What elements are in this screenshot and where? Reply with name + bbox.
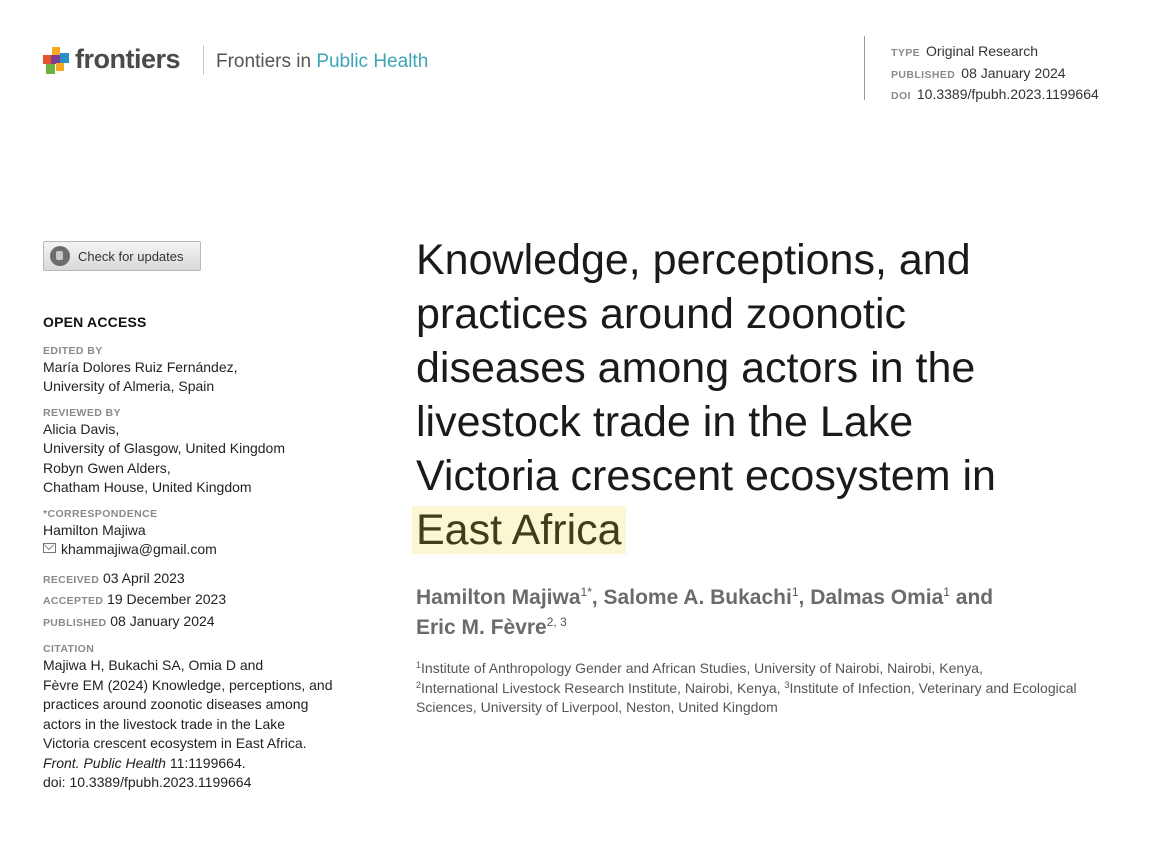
citation-volume: 11:1199664. xyxy=(165,754,246,771)
affiliations xyxy=(416,659,1136,718)
frontiers-logo[interactable] xyxy=(43,44,180,75)
author-separator: , xyxy=(798,586,811,609)
affiliation-text: Institute of Anthropology Gender and African Studies, University of Nairobi, Nairobi, Kenya, xyxy=(421,660,983,676)
author-affiliation-marker: 2, 3 xyxy=(546,615,567,629)
affiliation-number: 2 xyxy=(416,679,422,690)
title-line: diseases among actors in the xyxy=(416,344,976,392)
author-affiliation-marker: 1 xyxy=(943,585,950,599)
author-affiliation-marker: 1* xyxy=(580,585,592,599)
accepted-label: ACCEPTED xyxy=(43,595,104,607)
correspondence-name: Hamilton Majiwa xyxy=(43,521,146,538)
received-label: RECEIVED xyxy=(43,573,100,586)
author-separator: , xyxy=(591,586,604,609)
type-label: TYPE xyxy=(891,47,921,59)
sidebar xyxy=(43,313,373,802)
author-affiliation-marker: 1 xyxy=(791,585,799,599)
reviewed-by-section xyxy=(43,406,373,498)
journal-name[interactable] xyxy=(216,51,428,73)
author-name[interactable]: Hamilton Majiwa xyxy=(416,586,581,609)
edited-by-label: EDITED BY xyxy=(43,344,103,357)
title-line: practices around zoonotic xyxy=(416,290,907,338)
affiliation-number: 1 xyxy=(416,660,422,670)
meta-rule xyxy=(864,36,865,100)
affiliation-number: 3 xyxy=(784,679,790,690)
type-value: Original Research xyxy=(926,43,1039,59)
received-value: 03 April 2023 xyxy=(102,569,185,586)
check-updates-label: Check for updates xyxy=(78,248,184,264)
citation-line: practices around zoonotic diseases among xyxy=(43,696,309,712)
envelope-icon xyxy=(43,543,56,553)
editor-name: María Dolores Ruiz Fernández, xyxy=(43,358,238,375)
edited-by-section xyxy=(43,344,373,397)
author-separator: and xyxy=(949,586,994,609)
author-name[interactable]: Dalmas Omia xyxy=(810,586,944,609)
check-updates-icon xyxy=(50,246,70,266)
editor-affiliation: University of Almeria, Spain xyxy=(43,378,215,394)
citation-section xyxy=(43,642,373,793)
correspondence-section xyxy=(43,507,373,560)
journal-accent: Public Health xyxy=(316,51,429,72)
frontiers-logo-icon xyxy=(43,45,69,75)
title-line: livestock trade in the Lake xyxy=(416,398,914,446)
dates-section xyxy=(43,569,373,634)
author-name[interactable]: Eric M. Fèvre xyxy=(416,616,547,639)
citation-line: actors in the livestock trade in the Lake xyxy=(43,715,286,732)
check-for-updates-button[interactable] xyxy=(43,241,201,271)
citation-label: CITATION xyxy=(43,643,95,655)
title-line: Victoria crescent ecosystem in xyxy=(416,452,996,500)
published-label: PUBLISHED xyxy=(43,616,107,629)
citation-line: Fèvre EM (2024) Knowledge, perceptions, and xyxy=(43,676,333,693)
logo-wordmark: frontiers xyxy=(75,44,181,74)
reviewer-name: Robyn Gwen Alders, xyxy=(43,459,171,476)
correspondence-label: *CORRESPONDENCE xyxy=(43,507,158,520)
journal-prefix: Frontiers in xyxy=(216,51,317,72)
affiliation-text: International Livestock Research Institute, Nairobi, Kenya, xyxy=(421,679,785,696)
citation-line: Majiwa H, Bukachi SA, Omia D and xyxy=(43,657,264,673)
published-label: PUBLISHED xyxy=(891,68,956,81)
article-meta xyxy=(891,42,1099,107)
author-name[interactable]: Salome A. Bukachi xyxy=(603,586,792,609)
citation-journal: Front. Public Health xyxy=(43,754,166,771)
reviewer-affiliation: Chatham House, United Kingdom xyxy=(43,479,252,495)
doi-link[interactable]: 10.3389/fpubh.2023.1199664 xyxy=(916,86,1099,102)
accepted-value: 19 December 2023 xyxy=(107,591,227,607)
published-value: 08 January 2024 xyxy=(961,64,1066,81)
correspondence-email[interactable]: khammajiwa@gmail.com xyxy=(61,541,217,557)
affiliation-text: Institute of Infection, Veterinary and Ecological Sciences, University of Liverpool, Neston, United Kingdom xyxy=(416,679,1077,715)
title-highlight: East Africa xyxy=(412,506,626,554)
article-title xyxy=(416,233,1116,557)
header-divider xyxy=(203,45,204,75)
reviewer-name: Alicia Davis, xyxy=(43,420,120,437)
citation-line: Victoria crescent ecosystem in East Africa. xyxy=(43,735,307,751)
reviewer-affiliation: University of Glasgow, United Kingdom xyxy=(43,440,285,456)
author-list xyxy=(416,583,1136,643)
correspondence-email-row xyxy=(43,540,373,560)
title-line: Knowledge, perceptions, and xyxy=(416,236,971,284)
doi-label: DOI xyxy=(891,90,911,102)
reviewed-by-label: REVIEWED BY xyxy=(43,406,121,419)
citation-doi[interactable]: doi: 10.3389/fpubh.2023.1199664 xyxy=(43,774,252,790)
open-access-label: OPEN ACCESS xyxy=(43,314,147,330)
published-value: 08 January 2024 xyxy=(110,612,215,629)
